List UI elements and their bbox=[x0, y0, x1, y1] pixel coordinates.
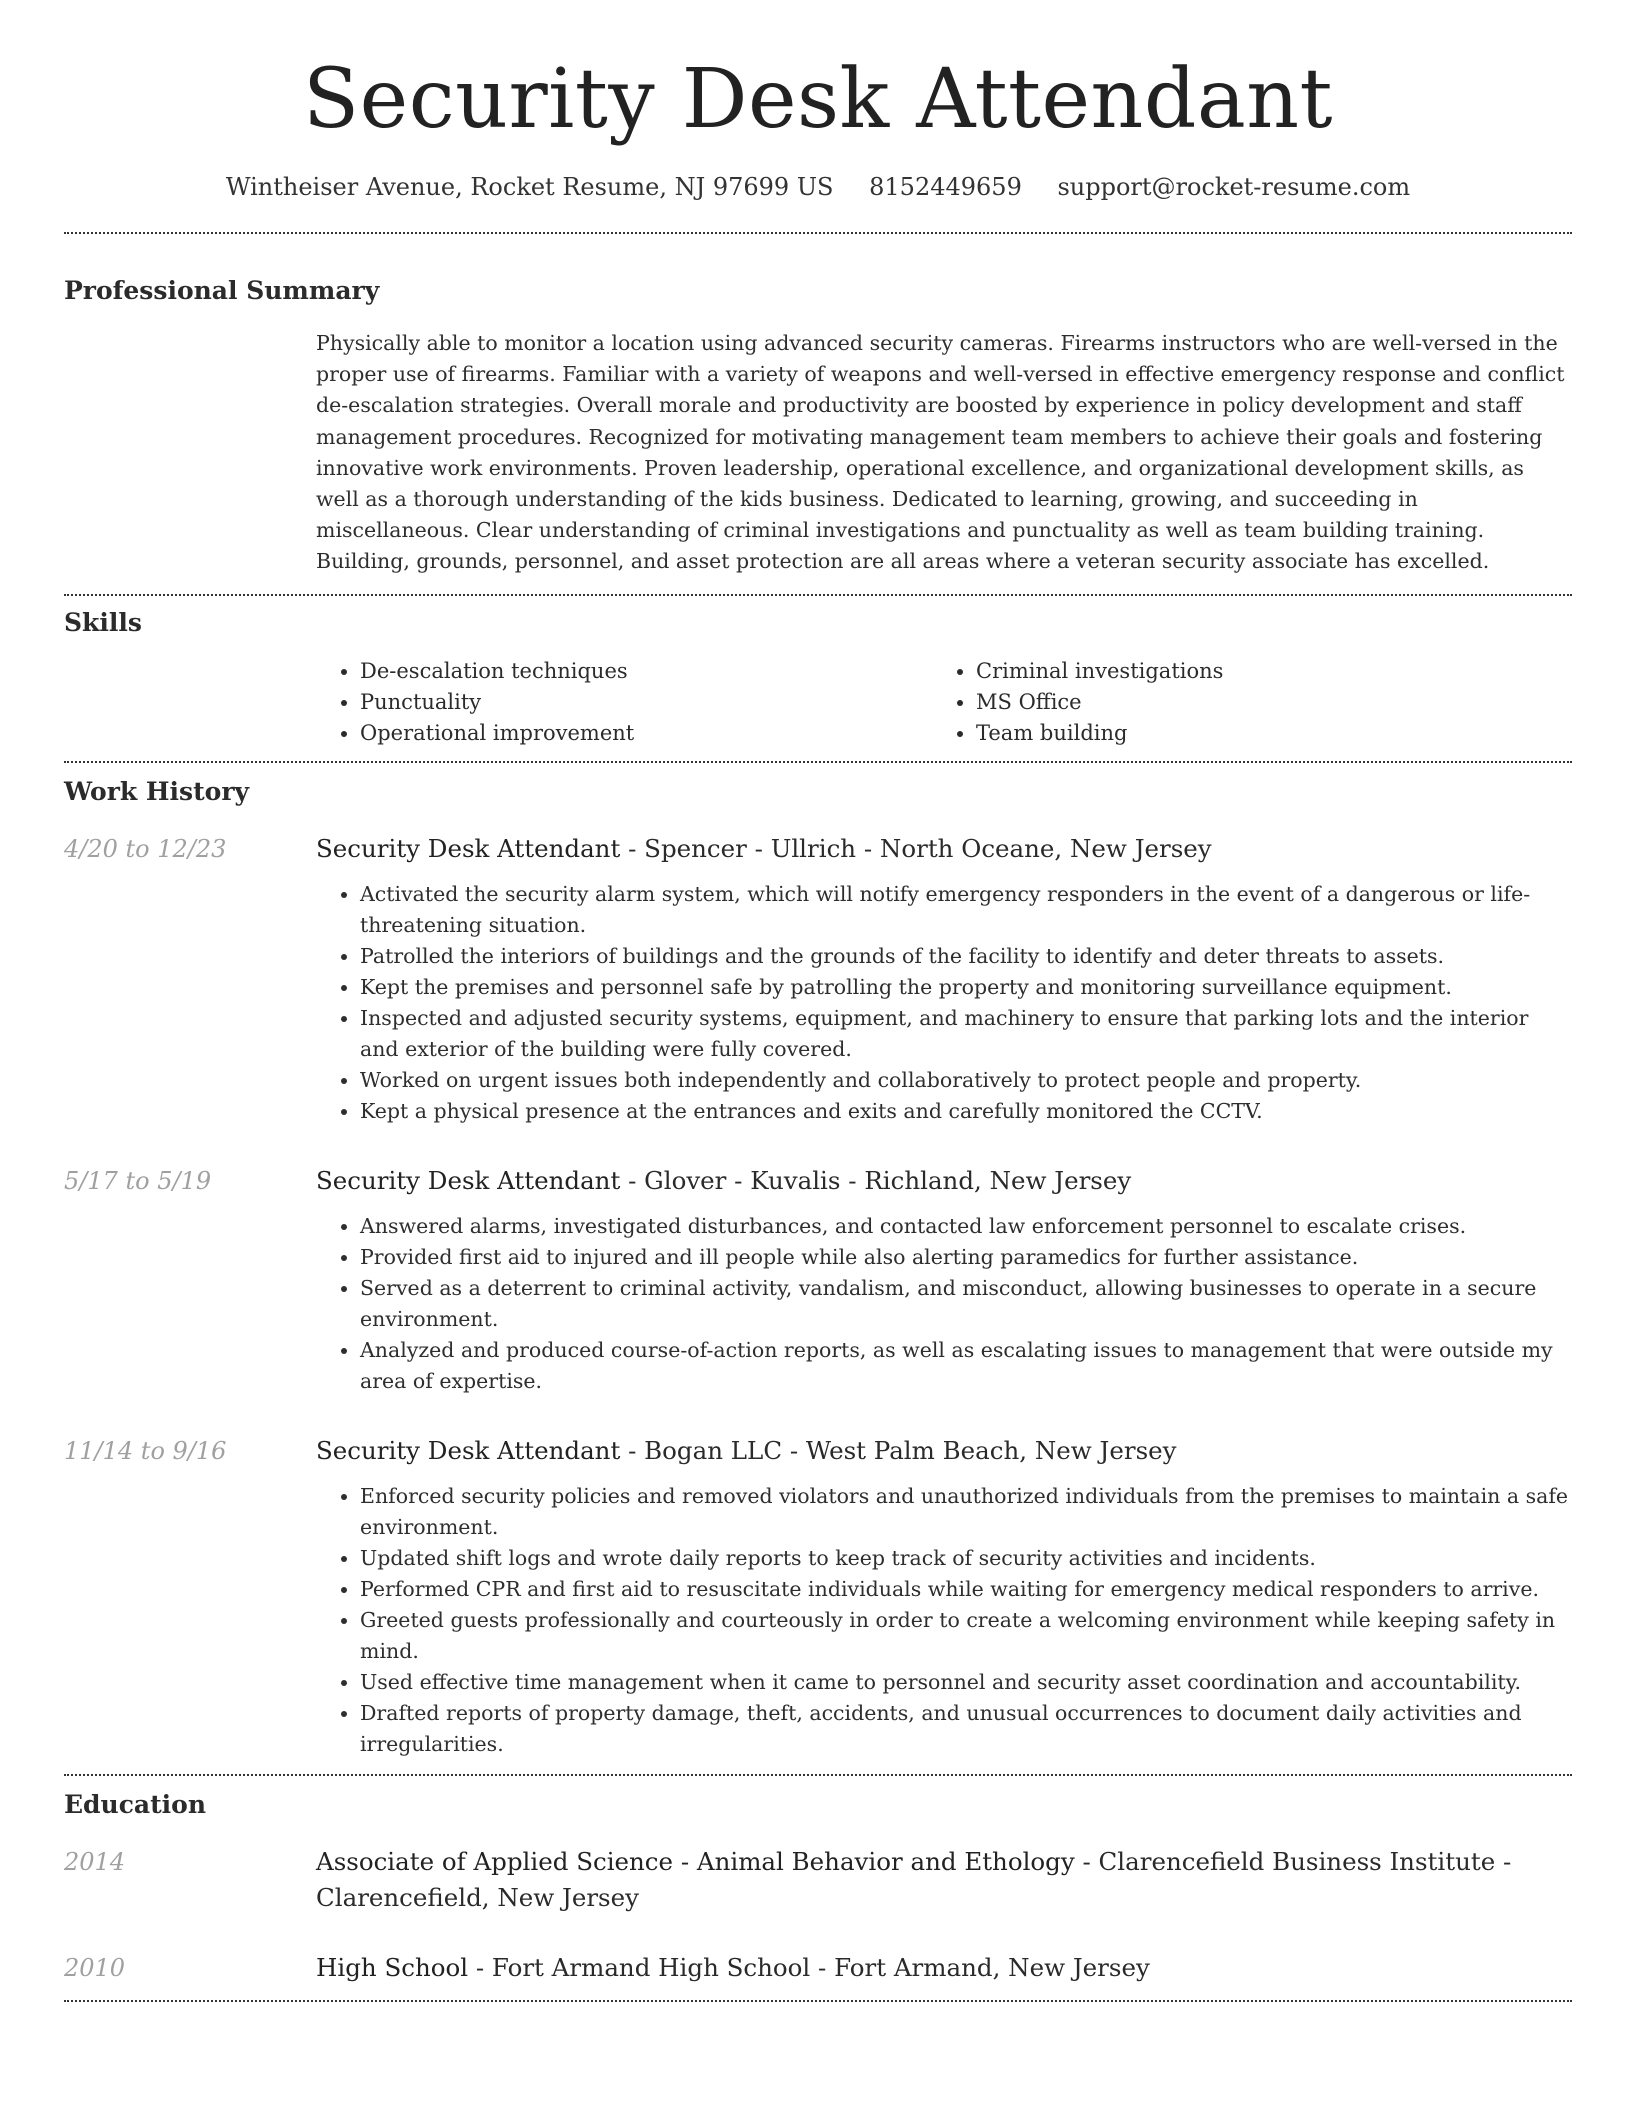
skill-item: • Team building bbox=[976, 718, 1548, 749]
job-entry bbox=[64, 1163, 1572, 1397]
work-history bbox=[64, 831, 1572, 1760]
skill-item: • MS Office bbox=[976, 687, 1548, 718]
contact-phone: 8152449659 bbox=[869, 173, 1022, 201]
skills-column-left bbox=[316, 656, 932, 749]
education-date: 2014 bbox=[64, 1847, 126, 1876]
job-title: Security Desk Attendant bbox=[316, 1435, 621, 1465]
job-bullet: • Greeted guests professionally and courteously in order to create a welcoming environment while keeping safety in mind. bbox=[360, 1605, 1572, 1667]
education-heading bbox=[316, 1844, 1572, 1916]
skill-item: • Criminal investigations bbox=[976, 656, 1548, 687]
job-bullet: • Enforced security policies and removed violators and unauthorized individuals from the premises to maintain a safe environment. bbox=[360, 1481, 1572, 1543]
job-bullet: • Worked on urgent issues both independently and collaboratively to protect people and property. bbox=[360, 1065, 1572, 1096]
job-title: Security Desk Attendant bbox=[316, 833, 621, 863]
job-bullets bbox=[316, 879, 1572, 1127]
skills-list bbox=[316, 656, 1572, 749]
job-date: 11/14 to 9/16 bbox=[64, 1436, 227, 1465]
job-entry bbox=[64, 831, 1572, 1127]
job-bullet: • Provided first aid to injured and ill people while also alerting paramedics for further assistance. bbox=[360, 1242, 1572, 1273]
job-bullet: • Drafted reports of property damage, theft, accidents, and unusual occurrences to document daily activities and irregularities. bbox=[360, 1698, 1572, 1760]
job-title: Security Desk Attendant bbox=[316, 1165, 621, 1195]
job-date: 5/17 to 5/19 bbox=[64, 1166, 212, 1195]
job-bullet: • Patrolled the interiors of buildings and the grounds of the facility to identify and deter threats to assets. bbox=[360, 941, 1572, 972]
skill-item: • Punctuality bbox=[360, 687, 932, 718]
resume-name: Security Desk Attendant bbox=[303, 52, 1333, 147]
education-date: 2010 bbox=[64, 1953, 126, 1982]
job-heading bbox=[316, 1433, 1572, 1469]
education-school: - Clarencefield Business Institute - Clarencefield, New Jersey bbox=[316, 1846, 1512, 1912]
section-divider bbox=[64, 2000, 1572, 2002]
contact-email: support@rocket-resume.com bbox=[1057, 173, 1411, 201]
education-heading bbox=[316, 1950, 1572, 1986]
resume-page bbox=[64, 0, 1572, 2002]
job-date: 4/20 to 12/23 bbox=[64, 834, 227, 863]
section-title-skills: Skills bbox=[64, 607, 142, 637]
section-divider bbox=[64, 1774, 1572, 1776]
job-bullet: • Kept the premises and personnel safe by patrolling the property and monitoring surveillance equipment. bbox=[360, 972, 1572, 1003]
job-bullet: • Performed CPR and first aid to resuscitate individuals while waiting for emergency medical responders to arrive. bbox=[360, 1574, 1572, 1605]
job-bullet: • Answered alarms, investigated disturbances, and contacted law enforcement personnel to escalate crises. bbox=[360, 1211, 1572, 1242]
section-divider bbox=[64, 232, 1572, 234]
skill-item: • Operational improvement bbox=[360, 718, 932, 749]
job-bullet: • Kept a physical presence at the entrances and exits and carefully monitored the CCTV. bbox=[360, 1096, 1572, 1127]
section-divider bbox=[64, 594, 1572, 596]
contact-line bbox=[64, 170, 1572, 204]
section-title-work: Work History bbox=[64, 776, 250, 806]
job-bullets bbox=[316, 1211, 1572, 1397]
job-employer: - Spencer - Ullrich - North Oceane, New Jersey bbox=[620, 833, 1212, 863]
education-entry bbox=[64, 1844, 1572, 1916]
section-title-education: Education bbox=[64, 1789, 207, 1819]
job-bullet: • Updated shift logs and wrote daily reports to keep track of security activities and incidents. bbox=[360, 1543, 1572, 1574]
contact-address: Wintheiser Avenue, Rocket Resume, NJ 97699 US bbox=[225, 173, 834, 201]
job-details bbox=[316, 1433, 1572, 1760]
job-bullet: • Used effective time management when it came to personnel and security asset coordination and accountability. bbox=[360, 1667, 1572, 1698]
job-heading bbox=[316, 1163, 1572, 1199]
skills-column-right bbox=[932, 656, 1548, 749]
skill-item: • De-escalation techniques bbox=[360, 656, 932, 687]
job-bullet: • Inspected and adjusted security systems, equipment, and machinery to ensure that parking lots and the interior and exterior of the building were fully covered. bbox=[360, 1003, 1572, 1065]
education-entry bbox=[64, 1950, 1572, 1986]
section-title-summary: Professional Summary bbox=[64, 276, 380, 305]
job-employer: - Bogan LLC - West Palm Beach, New Jersey bbox=[620, 1435, 1177, 1465]
job-bullet: • Served as a deterrent to criminal activity, vandalism, and misconduct, allowing businesses to operate in a secure environment. bbox=[360, 1273, 1572, 1335]
education-list bbox=[64, 1844, 1572, 1986]
job-bullets bbox=[316, 1481, 1572, 1760]
job-heading bbox=[316, 831, 1572, 867]
education-school: - Fort Armand High School - Fort Armand, New Jersey bbox=[468, 1952, 1150, 1982]
job-bullet: • Activated the security alarm system, which will notify emergency responders in the event of a dangerous or life-threatening situation. bbox=[360, 879, 1572, 941]
job-employer: - Glover - Kuvalis - Richland, New Jersey bbox=[620, 1165, 1132, 1195]
education-degree: High School bbox=[316, 1952, 469, 1982]
section-divider bbox=[64, 761, 1572, 763]
job-entry bbox=[64, 1433, 1572, 1760]
job-bullet: • Analyzed and produced course-of-action reports, as well as escalating issues to management that were outside my area of expertise. bbox=[360, 1335, 1572, 1397]
job-details bbox=[316, 831, 1572, 1127]
summary-text: Physically able to monitor a location using advanced security cameras. Firearms instructors who are well-versed in the proper use of firearms. Familiar with a variety of weapons and well-versed in effective emergency response and conflict de-escalation strategies. Overall morale and productivity are boosted by experience in policy development and staff management procedures. Recognized for motivating management team members to achieve their goals and fostering innovative work environments. Proven leadership, operational excellence, and organizational development skills, as well as a thorough understanding of the kids business. Dedicated to learning, growing, and succeeding in miscellaneous. Clear understanding of criminal investigations and punctuality as well as team building training. Building, grounds, personnel, and asset protection are all areas where a veteran security associate has excelled. bbox=[316, 331, 1565, 574]
education-degree: Associate of Applied Science - Animal Behavior and Ethology bbox=[316, 1846, 1075, 1876]
job-details bbox=[316, 1163, 1572, 1397]
